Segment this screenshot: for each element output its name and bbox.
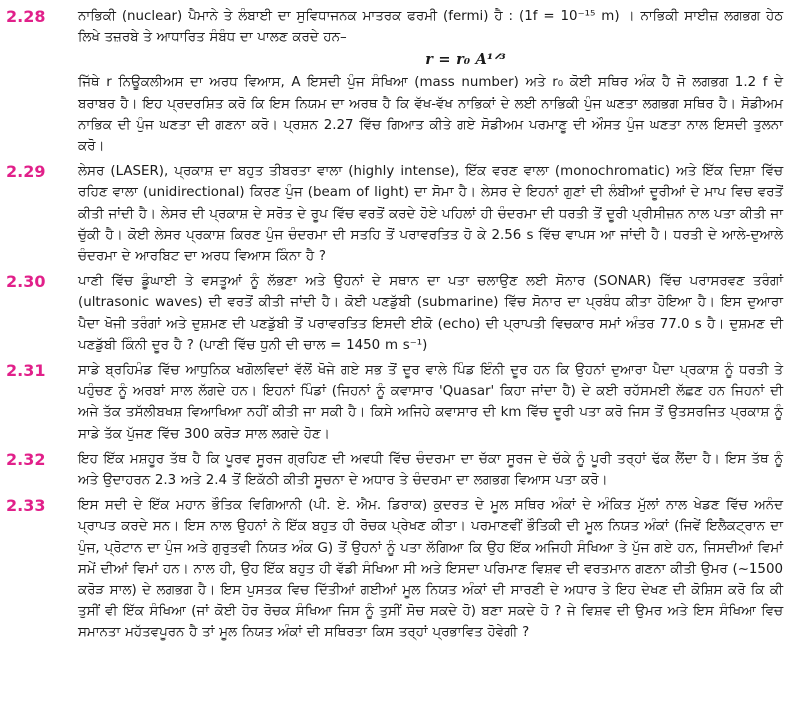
problem-text: ਇਸ ਸਦੀ ਦੇ ਇੱਕ ਮਹਾਨ ਭੌਤਿਕ ਵਿਗਿਆਨੀ (ਪੀ. ਏ. ਐਮ. ਡਿਰਾਕ) ਕੁਦਰਤ ਦੇ ਮੂਲ ਸਥਿਰ ਅੰਕਾਂ ਦੇ ਅੰਕਿਤ ਮੁੱਲਾਂ ਨਾਲ ਖੇਡਣ ਵਿੱਚ ਅਨੰਦ ਪ੍ਰਾਪਤ ਕਰਦੇ ਸਨ। ਇਸ ਨਾਲ ਉਹਨਾਂ ਨੇ ਇੱਕ ਬਹੁਤ ਹੀ ਰੋਚਕ ਪ੍ਰੇਖਣ ਕੀਤਾ। ਪਰਮਾਣਵੀਂ ਭੌਤਿਕੀ ਦੀ ਮੂਲ ਨਿਯਤ ਅੰਕਾਂ (ਜਿਵੇਂ ਇਲੈਕਟ੍ਰਾਨ ਦਾ ਪੁੰਜ, ਪ੍ਰੋਟਾਨ ਦਾ ਪੁੰਜ ਅਤੇ ਗੁਰੁਤਵੀ ਨਿਯਤ ਅੰਕ G) ਤੋਂ ਉਹਨਾਂ ਨੂੰ ਪਤਾ ਲੱਗਿਆ ਕਿ ਉਹ ਇੱਕ ਅਜਿਹੀ ਸੰਖਿਆ ਤੇ ਪੁੱਜ ਗਏ ਹਨ, ਜਿਸਦੀਆਂ ਵਿਮਾਂ ਸਮੇਂ ਦੀਆਂ ਵਿਮਾਂ ਹਨ। ਨਾਲ ਹੀ, ਉਹ ਇੱਕ ਬਹੁਤ ਹੀ ਵੱਡੀ ਸੰਖਿਆ ਸੀ ਅਤੇ ਇਸਦਾ ਪਰਿਮਾਣ ਵਿਸ਼ਵ ਦੀ ਵਰਤਮਾਨ ਗਣਨਾ ਕੀਤੀ ਉਮਰ (~1500 ਕਰੋੜ ਸਾਲ) ਦੇ ਲਗਭਗ ਹੈ। ਇਸ ਪੁਸਤਕ ਵਿਚ ਦਿੱਤੀਆਂ ਗਈਆਂ ਮੂਲ ਨਿਯਤ ਅੰਕਾਂ ਦੀ ਸਾਰਣੀ ਦੇ ਅਧਾਰ ਤੇ ਇਹ ਦੇਖਣ ਦੀ ਕੋਸ਼ਿਸ ਕਰੋ ਕਿ ਕੀ ਤੁਸੀਂ ਵੀ ਇੱਕ ਸੰਖਿਆ (ਜਾਂ ਕੋਈ ਹੋਰ ਰੋਚਕ ਸੰਖਿਆ ਜਿਸ ਨੂੰ ਤੁਸੀਂ ਸੋਚ ਸਕਦੇ ਹੋ) ਬਣਾ ਸਕਦੇ ਹੋ ? ਜੇ ਵਿਸ਼ਵ ਦੀ ਉਮਰ ਅਤੇ ਇਸ ਸੰਖਿਆ ਵਿਚ ਸਮਾਨਤਾ ਮਹੱਤਵਪੂਰਨ ਹੈ ਤਾਂ ਮੂਲ ਨਿਯਤ ਅੰਕਾਂ ਦੀ ਸਥਿਰਤਾ ਕਿਸ ਤਰ੍ਹਾਂ ਪ੍ਰਭਾਵਿਤ ਹੋਵੇਗੀ ? [78,498,783,641]
problem-text-continued: ਜਿੱਥੇ r ਨਿਊਕਲੀਅਸ ਦਾ ਅਰਧ ਵਿਆਸ, A ਇਸਦੀ ਪੁੰਜ ਸੰਖਿਆ (mass number) ਅਤੇ r₀ ਕੋਈ ਸਥਿਰ ਅੰਕ ਹੈ ਜੋ ਲਗਭਗ 1.2 f ਦੇ ਬਰਾਬਰ ਹੈ। ਇਹ ਪ੍ਰਦਰਸ਼ਿਤ ਕਰੋ ਕਿ ਇਸ ਨਿਯਮ ਦਾ ਅਰਥ ਹੈ ਕਿ ਵੱਖ-ਵੱਖ ਨਾਭਿਕਾਂ ਦੇ ਲਈ ਨਾਭਿਕੀ ਪੁੰਜ ਘਣਤਾ ਲਗਭਗ ਸਥਿਰ ਹੈ। ਸੋਡੀਅਮ ਨਾਭਿਕ ਦੀ ਪੁੰਜ ਘਣਤਾ ਦੀ ਗਣਨਾ ਕਰੋ। ਪ੍ਰਸ਼ਨ 2.27 ਵਿੱਚ ਗਿਆਤ ਕੀਤੇ ਗਏ ਸੋਡੀਅਮ ਪਰਮਾਣੂ ਦੀ ਔਸਤ ਪੁੰਜ ਘਣਤਾ ਨਾਲ ਇਸਦੀ ਤੁਲਨਾ ਕਰੋ। [78,75,783,155]
problem-number: 2.30 [6,272,46,292]
problem-text: ਸਾਡੇ ਬ੍ਰਹਿਮੰਡ ਵਿੱਚ ਆਧੁਨਿਕ ਖਗੋਲਵਿਦਾਂ ਵੱਲੋਂ ਖੋਜੇ ਗਏ ਸਭ ਤੋਂ ਦੂਰ ਵਾਲੇ ਪਿੰਡ ਇੰਨੀ ਦੂਰ ਹਨ ਕਿ ਉਹਨਾਂ ਦੁਆਰਾ ਪੈਦਾ ਪ੍ਰਕਾਸ਼ ਨੂੰ ਧਰਤੀ ਤੇ ਪਹੁੰਚਣ ਨੂੰ ਅਰਬਾਂ ਸਾਲ ਲੱਗਦੇ ਹਨ। ਇਹਨਾਂ ਪਿੰਡਾਂ (ਜਿਹਨਾਂ ਨੂੰ ਕਵਾਸਾਰ 'Quasar' ਕਿਹਾ ਜਾਂਦਾ ਹੈ) ਦੇ ਕਈ ਰਹੱਸਮਈ ਲੱਛਣ ਹਨ ਜਿਹਨਾਂ ਦੀ ਅਜੇ ਤੱਕ ਤਸੱਲੀਬਖਸ਼ ਵਿਆਖਿਆ ਨਹੀਂ ਕੀਤੀ ਜਾ ਸਕੀ ਹੈ। ਕਿਸੇ ਅਜਿਹੇ ਕਵਾਸਾਰ ਦੀ km ਵਿੱਚ ਦੂਰੀ ਪਤਾ ਕਰੋ ਜਿਸ ਤੋਂ ਉਤਸਰਜਿਤ ਪ੍ਰਕਾਸ਼ ਨੂੰ ਸਾਡੇ ਤੱਕ ਪੁੱਜਣ ਵਿੱਚ 300 ਕਰੋੜ ਸਾਲ ਲਗਦੇ ਹੋਣ। [78,363,783,442]
problem-number: 2.33 [6,496,46,516]
problem-2-28 [4,6,783,157]
problem-number: 2.32 [6,449,46,469]
problem-2-33 [4,495,783,643]
nuclear-radius-formula: r = r₀ A¹ᐟ³ [425,51,506,69]
problem-text: ਨਾਭਿਕੀ (nuclear) ਪੈਮਾਨੇ ਤੇ ਲੰਬਾਈ ਦਾ ਸੁਵਿਧਾਜਨਕ ਮਾਤਰਕ ਫਰਮੀ (fermi) ਹੈ : (1f = 10⁻¹⁵ m) । ਨਾਭਿਕੀ ਸਾਈਜ਼ ਲਗਭਗ ਹੇਠ ਲਿਖੇ ਤਜ਼ਰਬੇ ਤੇ ਆਧਾਰਿਤ ਸੰਬੰਧ ਦਾ ਪਾਲਣ ਕਰਦੇ ਹਨ– [78,9,783,46]
problem-number: 2.29 [6,162,46,182]
problem-2-32 [4,449,783,491]
problem-2-29 [4,161,783,267]
problem-number: 2.31 [6,361,46,381]
problem-body [78,6,783,157]
problem-text: ਇਹ ਇੱਕ ਮਸ਼ਹੂਰ ਤੱਥ ਹੈ ਕਿ ਪੂਰਵ ਸੂਰਜ ਗ੍ਰਹਿਣ ਦੀ ਅਵਧੀ ਵਿੱਚ ਚੰਦਰਮਾ ਦਾ ਚੱਕਾ ਸੂਰਜ ਦੇ ਚੱਕੇ ਨੂੰ ਪੂਰੀ ਤਰ੍ਹਾਂ ਢੱਕ ਲੈਂਦਾ ਹੈ। ਇਸ ਤੱਥ ਨੂੰ ਅਤੇ ਉਦਾਹਰਨ 2.3 ਅਤੇ 2.4 ਤੋਂ ਇਕੱਠੀ ਕੀਤੀ ਸੂਚਨਾ ਦੇ ਅਧਾਰ ਤੇ ਚੰਦਰਮਾ ਦਾ ਲਗਭਗ ਵਿਆਸ ਪਤਾ ਕਰੋ। [78,451,783,489]
problem-number: 2.28 [6,7,46,26]
problem-2-30 [4,271,783,356]
problem-text: ਪਾਣੀ ਵਿੱਚ ਡੂੰਘਾਈ ਤੇ ਵਸਤੂਆਂ ਨੂੰ ਲੱਭਣਾ ਅਤੇ ਉਹਨਾਂ ਦੇ ਸਥਾਨ ਦਾ ਪਤਾ ਚਲਾਉਣ ਲਈ ਸੋਨਾਰ (SONAR) ਵਿੱਚ ਪਰਾਸਰਵਣ ਤਰੰਗਾਂ (ultrasonic waves) ਦੀ ਵਰਤੋਂ ਕੀਤੀ ਜਾਂਦੀ ਹੈ। ਕੋਈ ਪਣਡੁੱਬੀ (submarine) ਵਿੱਚ ਸੋਨਾਰ ਦਾ ਪ੍ਰਬੰਧ ਕੀਤਾ ਹੋਇਆ ਹੈ। ਇਸ ਦੁਆਰਾ ਪੈਦਾ ਖੋਜੀ ਤਰੰਗਾਂ ਅਤੇ ਦੁਸ਼ਮਣ ਦੀ ਪਣਡੁੱਬੀ ਤੋਂ ਪਰਾਵਰਤਿਤ ਇਸਦੀ ਈਕੋ (echo) ਦੀ ਪ੍ਰਾਪਤੀ ਵਿਚਕਾਰ ਸਮਾਂ ਅੰਤਰ 77.0 s ਹੈ। ਦੁਸ਼ਮਣ ਦੀ ਪਣਡੁੱਬੀ ਕਿੰਨੀ ਦੂਰ ਹੈ ? (ਪਾਣੀ ਵਿੱਚ ਧੁਨੀ ਦੀ ਚਾਲ = 1450 m s⁻¹) [78,274,783,353]
problem-2-31 [4,360,783,445]
problem-text: ਲੇਸਰ (LASER), ਪ੍ਰਕਾਸ਼ ਦਾ ਬਹੁਤ ਤੀਬਰਤਾ ਵਾਲਾ (highly intense), ਇੱਕ ਵਰਣ ਵਾਲਾ (monochromatic) ਅਤੇ ਇੱਕ ਦਿਸ਼ਾ ਵਿੱਚ ਰਹਿਣ ਵਾਲਾ (unidirectional) ਕਿਰਣ ਪੁੰਜ (beam of light) ਦਾ ਸੋਮਾ ਹੈ। ਲੇਸਰ ਦੇ ਇਹਨਾਂ ਗੁਣਾਂ ਦੀ ਲੰਬੀਆਂ ਦੂਰੀਆਂ ਦੇ ਮਾਪ ਵਿਚ ਵਰਤੋਂ ਕੀਤੀ ਜਾਂਦੀ ਹੈ। ਲੇਸਰ ਦੀ ਪ੍ਰਕਾਸ਼ ਦੇ ਸਰੋਤ ਦੇ ਰੂਪ ਵਿੱਚ ਵਰਤੋਂ ਕਰਦੇ ਹੋਏ ਪਹਿਲਾਂ ਹੀ ਚੰਦਰਮਾ ਦੀ ਧਰਤੀ ਤੋਂ ਦੂਰੀ ਪ੍ਰੀਸੀਜ਼ਨ ਨਾਲ ਪਤਾ ਕੀਤੀ ਜਾ ਚੁੱਕੀ ਹੈ। ਕੋਈ ਲੇਸਰ ਪ੍ਰਕਾਸ਼ ਕਿਰਣ ਪੁੰਜ ਚੰਦਰਮਾ ਦੀ ਸਤਹਿ ਤੋਂ ਪਰਾਵਰਤਿਤ ਹੋ ਕੇ 2.56 s ਵਿੱਚ ਵਾਪਸ ਆ ਜਾਂਦੀ ਹੈ। ਧਰਤੀ ਦੇ ਆਲੇ-ਦੁਆਲੇ ਚੰਦਰਮਾ ਦੇ ਆਰਬਿਟ ਦਾ ਅਰਧ ਵਿਆਸ ਕਿੰਨਾ ਹੈ ? [78,164,783,265]
